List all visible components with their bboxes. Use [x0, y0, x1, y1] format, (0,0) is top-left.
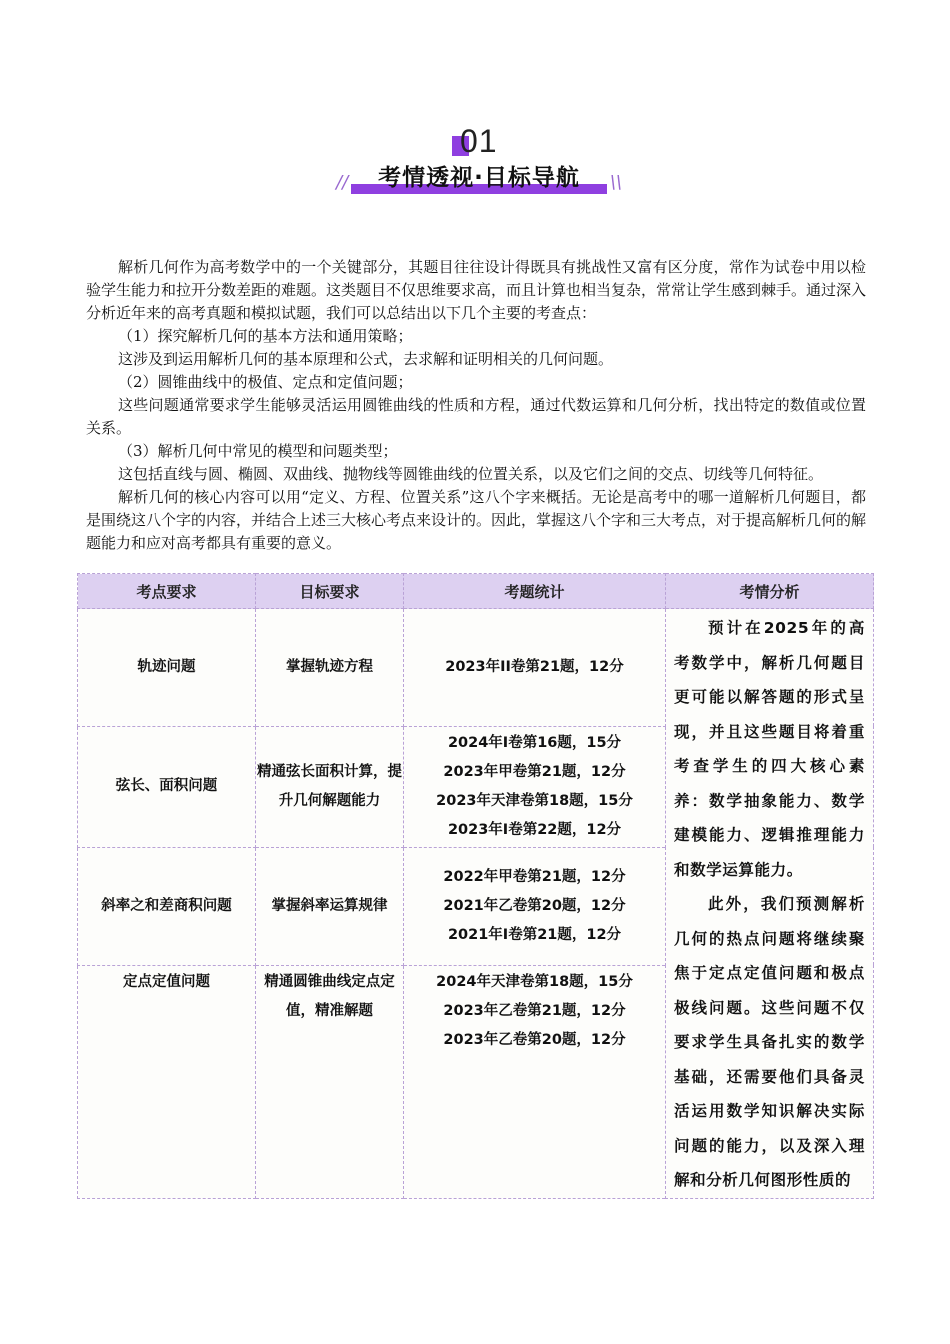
table-row	[78, 609, 874, 727]
stat-line: 2023年甲卷第21题，12分	[443, 763, 626, 780]
stat-line: 2021年乙卷第20题，12分	[443, 897, 626, 914]
exam-analysis-table	[77, 573, 874, 1199]
intro-paragraph: （1）探究解析几何的基本方法和通用策略；	[118, 327, 413, 345]
exam-point-cell: 弦长、面积问题	[78, 726, 256, 847]
intro-paragraph: 这些问题通常要求学生能够灵活运用圆锥曲线的性质和方程，通过代数运算和几何分析，找出特定的数值或位置关系。	[86, 396, 866, 437]
target-cell: 精通弦长面积计算，提升几何解题能力	[256, 726, 404, 847]
stat-line: 2023年乙卷第20题，12分	[443, 1031, 626, 1048]
exam-point-cell: 轨迹问题	[78, 609, 256, 727]
statistics-cell	[404, 965, 666, 1198]
table-header-row	[78, 574, 874, 609]
stat-line: 2022年甲卷第21题，12分	[443, 868, 626, 885]
analysis-cell	[666, 609, 874, 1199]
right-slash-decoration: \\	[609, 172, 622, 193]
stat-line: 2024年I卷第16题，15分	[447, 734, 622, 751]
intro-paragraph: 这包括直线与圆、椭圆、双曲线、抛物线等圆锥曲线的位置关系，以及它们之间的交点、切线等几何特征。	[118, 465, 824, 483]
exam-point-cell: 定点定值问题	[78, 965, 256, 1198]
stat-line: 2021年I卷第21题，12分	[447, 926, 622, 943]
target-cell: 掌握斜率运算规律	[256, 847, 404, 965]
stat-line: 2023年II卷第21题，12分	[445, 658, 624, 675]
stat-line: 2024年天津卷第18题，15分	[436, 973, 633, 990]
stat-line: 2023年乙卷第21题，12分	[443, 1002, 626, 1019]
exam-point-cell: 斜率之和差商积问题	[78, 847, 256, 965]
header-analysis: 考情分析	[666, 574, 874, 609]
intro-paragraph: 这涉及到运用解析几何的基本原理和公式，去求解和证明相关的几何问题。	[118, 350, 614, 368]
left-slash-decoration: //	[336, 172, 349, 193]
intro-paragraph: 解析几何的核心内容可以用“定义、方程、位置关系”这八个字来概括。无论是高考中的哪一道解析几何题目，都是围绕这八个字的内容，并结合上述三大核心考点来设计的。因此，掌握这八个字和三大考点，对于提高解析几何的解题能力和应对高考都具有重要的意义。	[86, 488, 867, 552]
header-exam-point: 考点要求	[78, 574, 256, 609]
target-cell: 掌握轨迹方程	[256, 609, 404, 727]
section-number	[452, 122, 512, 162]
stat-line: 2023年天津卷第18题，15分	[436, 792, 633, 809]
section-header	[0, 118, 950, 208]
analysis-paragraph: 预计在2025年的高考数学中，解析几何题目更可能以解答题的形式呈现，并且这些题目将着重考查学生的四大核心素养：数学抽象能力、数学建模能力、逻辑推理能力和数学运算能力。	[674, 619, 865, 879]
intro-paragraph: （3）解析几何中常见的模型和问题类型；	[118, 442, 398, 460]
target-cell: 精通圆锥曲线定点定值，精准解题	[256, 965, 404, 1198]
section-title: 考情透视·目标导航	[378, 165, 580, 191]
statistics-cell	[404, 609, 666, 727]
section-number-text: 01	[460, 123, 498, 159]
section-title-wrap	[334, 160, 624, 200]
header-target: 目标要求	[256, 574, 404, 609]
statistics-cell	[404, 726, 666, 847]
statistics-cell	[404, 847, 666, 965]
header-statistics: 考题统计	[404, 574, 666, 609]
stat-line: 2023年I卷第22题，12分	[447, 821, 622, 838]
intro-paragraph: 解析几何作为高考数学中的一个关键部分，其题目往往设计得既具有挑战性又富有区分度，常作为试卷中用以检验学生能力和拉开分数差距的难题。这类题目不仅思维要求高，而且计算也相当复杂，常常让学生感到棘手。通过深入分析近年来的高考真题和模拟试题，我们可以总结出以下几个主要的考查点：	[86, 258, 867, 322]
analysis-paragraph: 此外，我们预测解析几何的热点问题将继续聚焦于定点定值问题和极点极线问题。这些问题不仅要求学生具备扎实的数学基础，还需要他们具备灵活运用数学知识解决实际问题的能力，以及深入理解和分析几何图形性质的	[674, 895, 865, 1189]
intro-text	[86, 256, 866, 555]
intro-paragraph: （2）圆锥曲线中的极值、定点和定值问题；	[118, 373, 413, 391]
